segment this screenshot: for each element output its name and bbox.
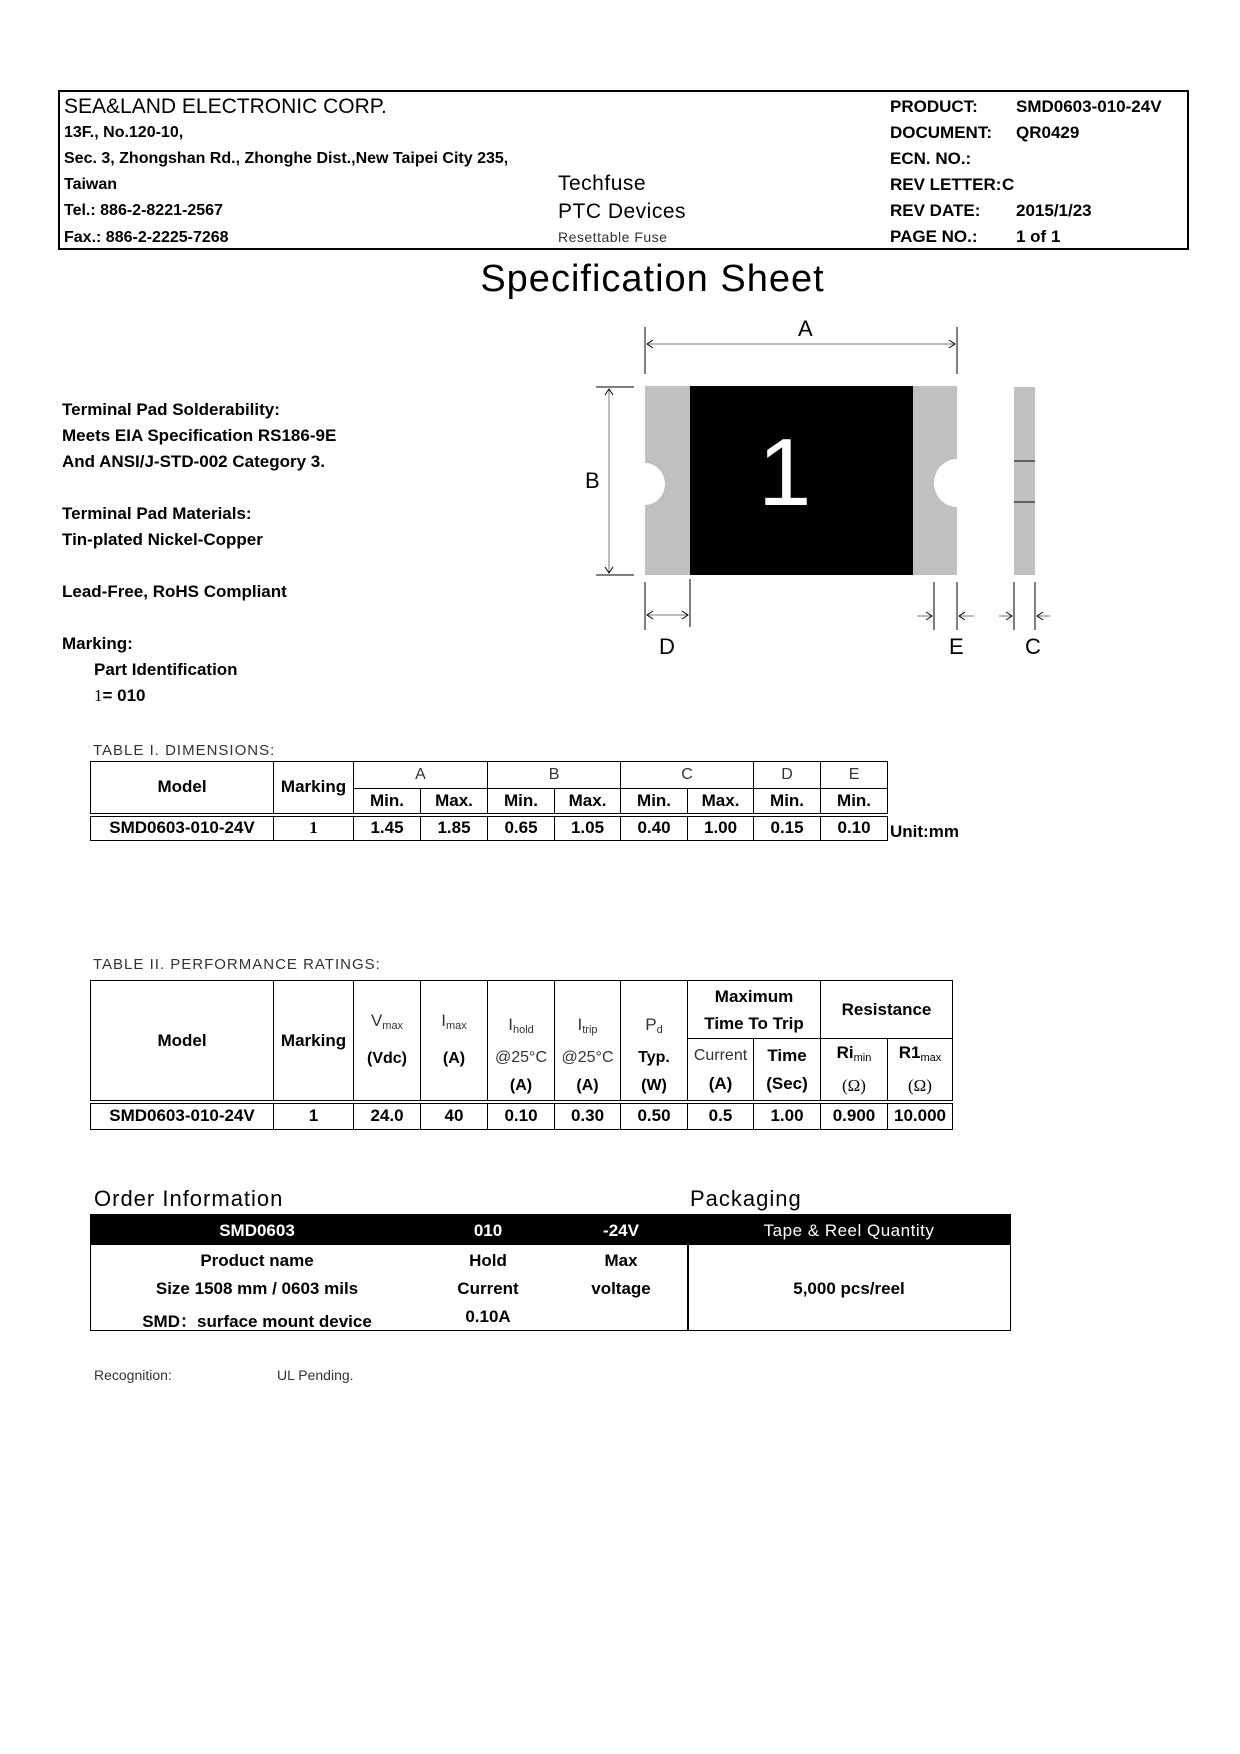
t2-pd: 0.50 bbox=[621, 1102, 688, 1129]
product-value: SMD0603-010-24V bbox=[1016, 97, 1162, 116]
t1-d-min: Min. bbox=[754, 789, 821, 815]
marking-code-value: = 010 bbox=[102, 686, 146, 705]
t1-header-c: C bbox=[621, 762, 754, 789]
t1-val: 0.65 bbox=[488, 815, 555, 841]
part-identification-label: Part Identification bbox=[94, 660, 238, 679]
order-table-header bbox=[91, 1215, 1010, 1245]
order-info-heading: Order Information bbox=[94, 1186, 284, 1211]
recognition-label: Recognition: bbox=[94, 1367, 172, 1383]
packaging-header: Tape & Reel Quantity bbox=[763, 1221, 935, 1240]
order-hold-code: 010 bbox=[473, 1221, 503, 1240]
dimension-label-b: B bbox=[585, 468, 600, 493]
t1-e-min: Min. bbox=[821, 789, 888, 815]
t1-header-a: A bbox=[354, 762, 488, 789]
t2-header-resistance: Resistance bbox=[821, 981, 953, 1039]
dimension-label-d: D bbox=[659, 634, 675, 659]
t2-vmax: 24.0 bbox=[354, 1102, 421, 1129]
t2-header-vmax: $V_{max}$ (Vdc) bbox=[354, 981, 421, 1103]
marking-code: 1 bbox=[94, 686, 103, 705]
recognition-value: UL Pending. bbox=[277, 1367, 354, 1383]
solderability-line-1: Meets EIA Specification RS186-9E bbox=[62, 426, 337, 445]
marking-code-line bbox=[94, 686, 146, 706]
rev-letter-label: REV LETTER: bbox=[890, 175, 1002, 194]
table1-caption: TABLE I. DIMENSIONS: bbox=[93, 742, 276, 759]
performance-table bbox=[90, 980, 953, 1130]
t2-ttt-time: 1.00 bbox=[754, 1102, 821, 1129]
address-line-2: Sec. 3, Zhongshan Rd., Zhonghe Dist.,New Taipei City 235, bbox=[64, 150, 509, 167]
product-label: PRODUCT: bbox=[890, 97, 978, 116]
t2-header-itrip: $I_{trip}$ @25°C (A) bbox=[555, 981, 621, 1103]
order-voltage-code: -24V bbox=[603, 1221, 639, 1240]
order-part-line-2: Size 1508 mm / 0603 mils bbox=[155, 1279, 359, 1298]
t2-header-r1max: $R1_{max}$ (Ω) bbox=[888, 1039, 953, 1103]
t2-header-ihold: $I_{hold}$ @25°C (A) bbox=[488, 981, 555, 1103]
t1-b-max: Max. bbox=[555, 789, 621, 815]
address-line-3: Taiwan bbox=[64, 176, 118, 193]
brand-subtitle: PTC Devices bbox=[558, 200, 687, 223]
dimension-label-a: A bbox=[798, 316, 813, 341]
materials-value: Tin-plated Nickel-Copper bbox=[62, 530, 263, 549]
t2-header-marking: Marking bbox=[274, 981, 354, 1103]
t1-val: 0.10 bbox=[821, 815, 888, 841]
document-value: QR0429 bbox=[1016, 123, 1080, 142]
materials-heading: Terminal Pad Materials: bbox=[62, 504, 252, 523]
t2-r1max: 10.000 bbox=[888, 1102, 953, 1129]
solderability-line-2: And ANSI/J-STD-002 Category 3. bbox=[62, 452, 325, 471]
t2-itrip: 0.30 bbox=[555, 1102, 621, 1129]
t1-val: 0.15 bbox=[754, 815, 821, 841]
document-label: DOCUMENT: bbox=[890, 123, 992, 142]
order-hold-line-2: Current bbox=[457, 1279, 519, 1298]
t2-rimin: 0.900 bbox=[821, 1102, 888, 1129]
t1-val: 1.85 bbox=[421, 815, 488, 841]
page-no-label: PAGE NO.: bbox=[890, 227, 978, 246]
t2-header-model: Model bbox=[91, 981, 274, 1103]
packaging-quantity: 5,000 pcs/reel bbox=[793, 1279, 905, 1298]
t1-a-max: Max. bbox=[421, 789, 488, 815]
t2-ihold: 0.10 bbox=[488, 1102, 555, 1129]
brand-name: Techfuse bbox=[558, 172, 647, 195]
t1-header-b: B bbox=[488, 762, 621, 789]
t1-val: 1.00 bbox=[688, 815, 754, 841]
table-row bbox=[91, 815, 888, 841]
header-box bbox=[58, 90, 1189, 250]
order-hold-line-3: 0.10A bbox=[465, 1307, 511, 1326]
rev-date-label: REV DATE: bbox=[890, 201, 981, 220]
table2-caption: TABLE II. PERFORMANCE RATINGS: bbox=[93, 956, 381, 973]
fax: Fax.: 886-2-2225-7268 bbox=[64, 229, 229, 246]
t1-marking: 1 bbox=[274, 815, 354, 841]
t2-model: SMD0603-010-24V bbox=[91, 1102, 274, 1129]
t1-model: SMD0603-010-24V bbox=[91, 815, 274, 841]
t2-marking: 1 bbox=[274, 1102, 354, 1129]
solderability-heading: Terminal Pad Solderability: bbox=[62, 400, 280, 419]
t1-header-model: Model bbox=[91, 762, 274, 815]
t1-a-min: Min. bbox=[354, 789, 421, 815]
dimensions-table bbox=[90, 761, 888, 841]
t1-val: 1.05 bbox=[555, 815, 621, 841]
t2-ttt-current: 0.5 bbox=[688, 1102, 754, 1129]
address-line-1: 13F., No.120-10, bbox=[64, 124, 184, 141]
order-table bbox=[90, 1214, 1011, 1331]
t2-header-pd: $P_d$ Typ. (W) bbox=[621, 981, 688, 1103]
order-voltage-line-1: Max bbox=[604, 1251, 638, 1270]
order-part-line-1: Product name bbox=[200, 1251, 314, 1270]
table-row bbox=[91, 1102, 953, 1129]
page-title: Specification Sheet bbox=[480, 258, 825, 300]
rev-letter-value: C bbox=[1002, 175, 1015, 194]
order-part-line-3: SMD：surface mount device bbox=[142, 1312, 372, 1331]
t1-b-min: Min. bbox=[488, 789, 555, 815]
t1-header-marking: Marking bbox=[274, 762, 354, 815]
order-divider bbox=[687, 1245, 689, 1330]
t2-header-rimin: $Ri_{min}$ (Ω) bbox=[821, 1039, 888, 1103]
ecn-label: ECN. NO.: bbox=[890, 149, 972, 168]
rohs-note: Lead-Free, RoHS Compliant bbox=[62, 582, 287, 601]
tel: Tel.: 886-2-8221-2567 bbox=[64, 202, 223, 219]
chip-dimension-diagram bbox=[580, 310, 1080, 670]
packaging-heading: Packaging bbox=[690, 1186, 802, 1211]
t2-imax: 40 bbox=[421, 1102, 488, 1129]
rev-date-value: 2015/1/23 bbox=[1016, 201, 1092, 220]
order-hold-line-1: Hold bbox=[469, 1251, 507, 1270]
page-no-value: 1 of 1 bbox=[1016, 227, 1061, 246]
t1-val: 0.40 bbox=[621, 815, 688, 841]
chip-marking: 1 bbox=[758, 419, 812, 526]
chip-side-view bbox=[1014, 387, 1035, 575]
t2-header-time-to-trip: Maximum Time To Trip bbox=[688, 981, 821, 1039]
order-part-code: SMD0603 bbox=[219, 1221, 295, 1240]
t1-val: 1.45 bbox=[354, 815, 421, 841]
t2-header-imax: $I_{max}$ (A) bbox=[421, 981, 488, 1103]
t2-header-ttt-current: Current (A) bbox=[688, 1039, 754, 1103]
t1-header-e: E bbox=[821, 762, 888, 789]
t1-c-min: Min. bbox=[621, 789, 688, 815]
marking-heading: Marking: bbox=[62, 634, 133, 653]
unit-label: Unit:mm bbox=[890, 822, 959, 841]
company-name: SEA&LAND ELECTRONIC CORP. bbox=[64, 95, 387, 118]
t2-header-ttt-time: Time (Sec) bbox=[754, 1039, 821, 1103]
t1-c-max: Max. bbox=[688, 789, 754, 815]
dimension-label-e: E bbox=[949, 634, 964, 659]
dimension-label-c: C bbox=[1025, 634, 1041, 659]
order-voltage-line-2: voltage bbox=[591, 1279, 651, 1298]
t1-header-d: D bbox=[754, 762, 821, 789]
brand-note: Resettable Fuse bbox=[558, 229, 668, 245]
